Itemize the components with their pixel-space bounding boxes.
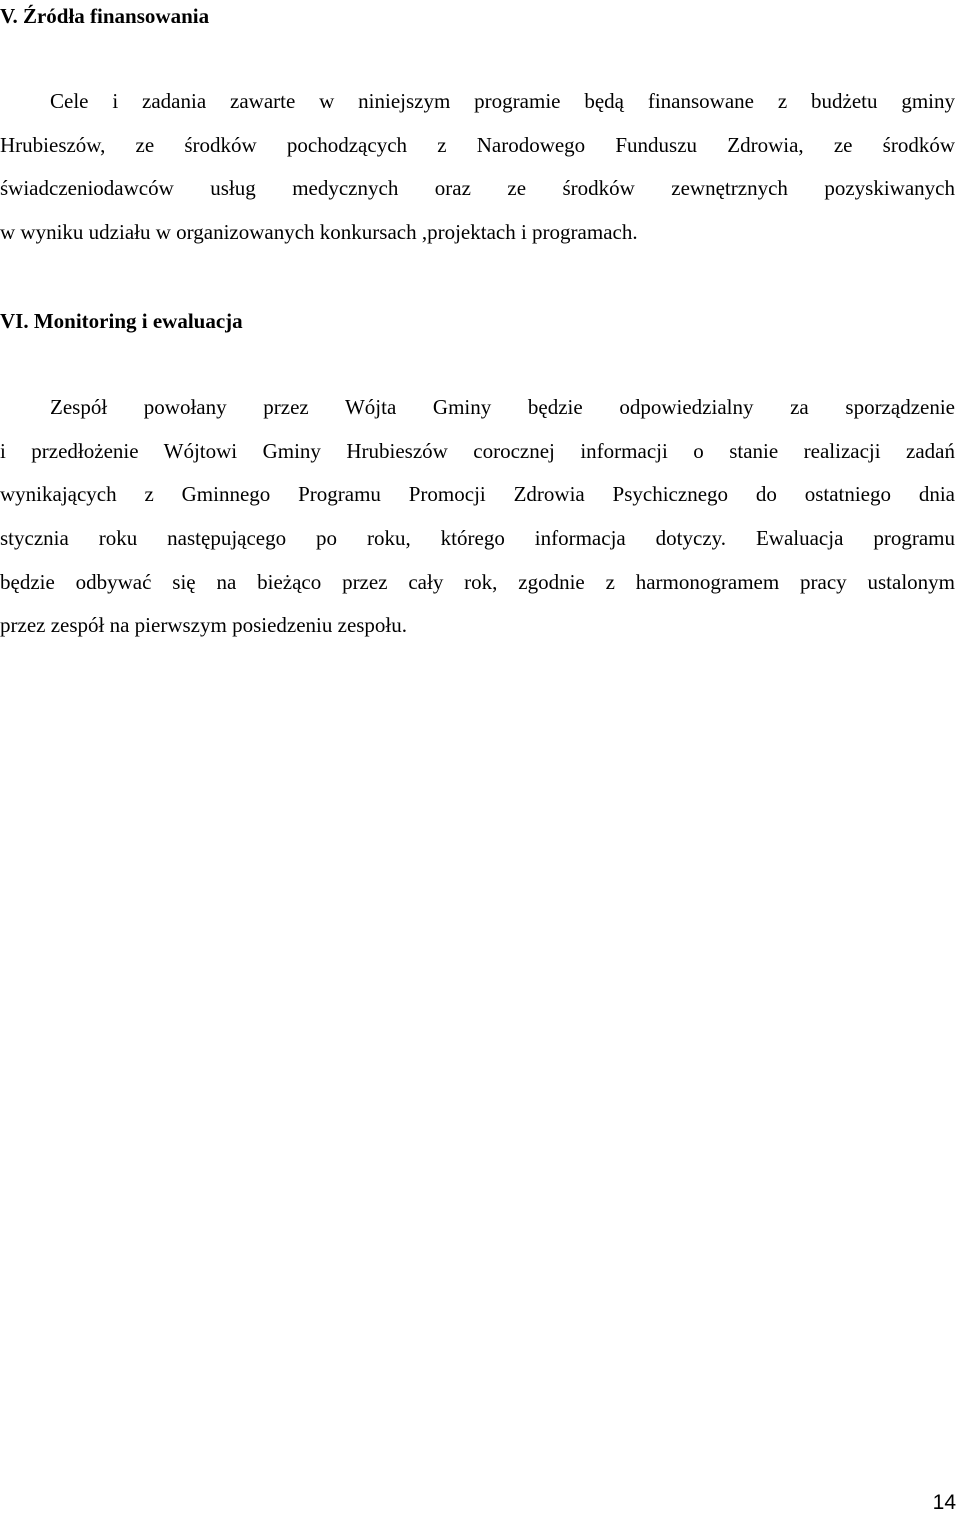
monitoring-paragraph xyxy=(0,386,955,648)
paragraph-line: wynikających z Gminnego Programu Promocji Zdrowia Psychicznego do ostatniego dnia xyxy=(0,482,955,507)
section-heading-financing: V. Źródła finansowania xyxy=(0,4,210,28)
paragraph-line: w wyniku udziału w organizowanych konkursach ,projektach i programach. xyxy=(0,220,638,245)
financing-paragraph xyxy=(0,80,955,255)
page-number: 14 xyxy=(932,1491,956,1514)
paragraph-line: przez zespół na pierwszym posiedzeniu zespołu. xyxy=(0,613,408,638)
paragraph-line: i przedłożenie Wójtowi Gminy Hrubieszów corocznej informacji o stanie realizacji zadań xyxy=(0,438,955,463)
paragraph-line: stycznia roku następującego po roku, którego informacja dotyczy. Ewaluacja programu xyxy=(0,526,955,551)
paragraph-line: świadczeniodawców usług medycznych oraz ze środków zewnętrznych pozyskiwanych xyxy=(0,176,955,201)
paragraph-line: Zespół powołany przez Wójta Gminy będzie odpowiedzialny za sporządzenie xyxy=(50,395,955,419)
paragraph-line: Cele i zadania zawarte w niniejszym programie będą finansowane z budżetu gminy xyxy=(50,89,955,113)
section-heading-monitoring: VI. Monitoring i ewaluacja xyxy=(0,309,243,333)
paragraph-line: będzie odbywać się na bieżąco przez cały rok, zgodnie z harmonogramem pracy ustalonym xyxy=(0,569,955,594)
paragraph-line: Hrubieszów, ze środków pochodzących z Narodowego Funduszu Zdrowia, ze środków xyxy=(0,132,955,157)
